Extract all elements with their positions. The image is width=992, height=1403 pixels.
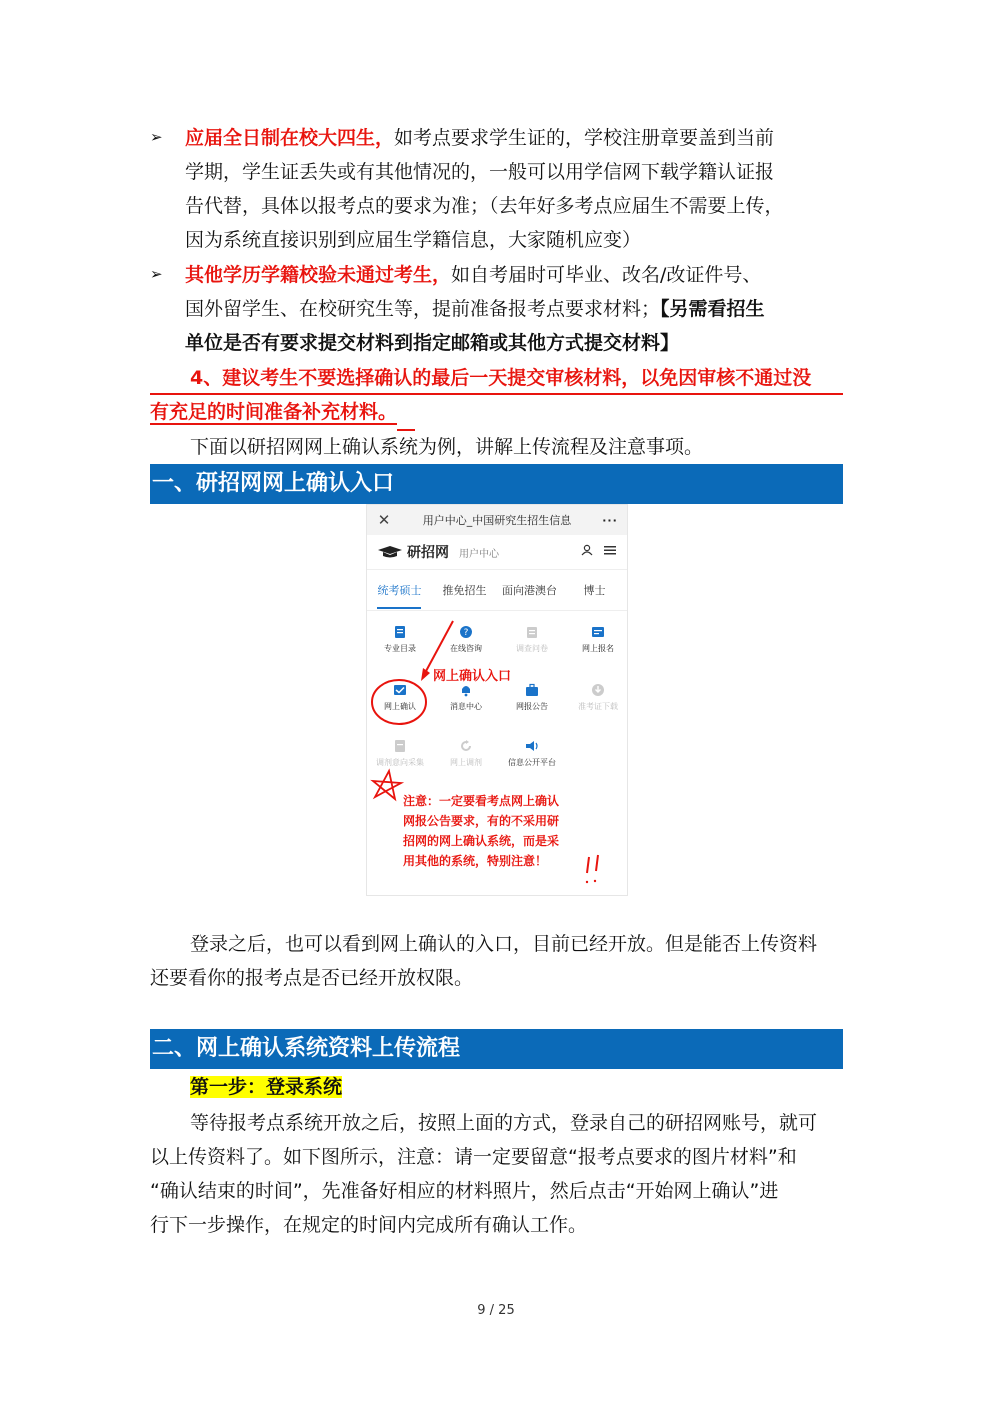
logo-text: 研招网 [407,545,449,561]
warning-line1: 4、建议考生不要选择确认的最后一天提交审核材料，以免因审核不通过没 [190,367,812,389]
annotation-entry-label: 网上确认入口 [433,669,512,684]
grid-label: 网上报名 [582,644,614,653]
star-icon [373,771,401,799]
bullet1-line1 [185,121,774,155]
warning-underline [150,393,843,395]
annotation-circle [372,680,426,724]
bullet2-highlight: 其他学历学籍校验未通过考生， [185,264,452,286]
grid-label: 调查问卷 [516,644,548,653]
para1-line1: 登录之后，也可以看到网上确认的入口，目前已经开放。但是能否上传资料 [190,933,818,955]
tab-boshi[interactable]: 博士 [583,584,606,597]
embedded-screenshot [366,504,628,896]
annotation-arrowhead [421,668,430,681]
para1-line2: 还要看你的报考点是否已经开放权限。 [150,967,474,989]
annotation-note [403,791,559,871]
bullet2-line1 [185,258,761,292]
grid-label: 专业目录 [384,644,416,653]
bullet1-line3: 告代替，具体以报考点的要求为准；（去年好多考点应届生不需要上传， [185,195,784,217]
warning-line2 [150,395,415,431]
warning-line2-text: 有充足的时间准备补充材料。 [150,401,398,423]
tab-tuimian[interactable]: 推免招生 [442,584,487,597]
grid-label: 调剂意向采集 [376,758,424,767]
para2-line4: 行下一步操作，在规定的时间内完成所有确认工作。 [150,1214,588,1236]
grid-label: 消息中心 [450,702,482,711]
para2-line2: 以上传资料了。如下图所示，注意：请一定要留意“报考点要求的图片材料”和 [150,1146,797,1168]
bullet1-line4: 因为系统直接识别到应届生学籍信息，大家随机应变） [185,229,642,251]
bullet1-highlight: 应届全日制在校大四生， [185,127,395,149]
more-icon: ··· [602,513,618,527]
exclaim-marks [587,855,598,873]
bullet-arrow-icon: ➢ [150,265,163,283]
bullet2-text: 如自考届时可毕业、改名/改证件号、 [451,264,762,286]
step1-label [190,1070,342,1104]
logo-subtitle: 用户中心 [459,548,499,560]
note-line: 网报公告要求，有的不采用研 [403,814,560,828]
tab-gangaotai[interactable]: 面向港澳台 [502,584,557,597]
section2-banner: 二、网上确认系统资料上传流程 [150,1029,843,1069]
section1-banner: 一、研招网网上确认入口 [150,464,843,504]
note-line: 注意：一定要看考点网上确认 [403,794,560,808]
svg-text:?: ? [463,628,469,638]
screenshot-window-title: 用户中心_中国研究生招生信息 [422,514,572,527]
tab-tongkao[interactable]: 统考硕士 [377,584,422,597]
bullet2-line2 [185,292,765,326]
note-line: 招网的网上确认系统，而是采 [403,834,560,848]
intro-text: 下面以研招网网上确认系统为例，讲解上传流程及注意事项。 [190,436,704,458]
bullet2-bracket: 【另需看招生 [660,298,765,320]
grid-label: 网上确认 [384,702,416,711]
bullet2-line2-text: 国外留学生、在校研究生等，提前准备报考点要求材料； [185,298,661,320]
para2-line3: “确认结束的时间”，先准备好相应的材料照片，然后点击“开始网上确认”进 [150,1180,779,1202]
bullet1-line2: 学期，学生证丢失或有其他情况的，一般可以用学信网下载学籍认证报 [185,161,775,183]
step1-highlight: 第一步：登录系统 [190,1076,343,1098]
grid-label: 网报公告 [516,702,548,711]
close-icon: ✕ [377,511,391,529]
note-line: 用其他的系统，特别注意！ [403,854,548,868]
page-number: 9 / 25 [477,1303,515,1318]
grid-label: 在线咨询 [450,644,482,653]
bullet-arrow-icon: ➢ [150,128,163,146]
grid-label: 信息公开平台 [508,758,556,767]
grid-label: 网上调剂 [450,758,482,767]
bullet1-text: 如考点要求学生证的，学校注册章要盖到当前 [394,127,775,149]
grid-label: 准考证下载 [578,702,618,711]
para2-line1: 等待报考点系统开放之后，按照上面的方式，登录自己的研招网账号，就可 [190,1112,818,1134]
bullet2-line3: 单位是否有要求提交材料到指定邮箱或其他方式提交材料】 [185,332,680,354]
